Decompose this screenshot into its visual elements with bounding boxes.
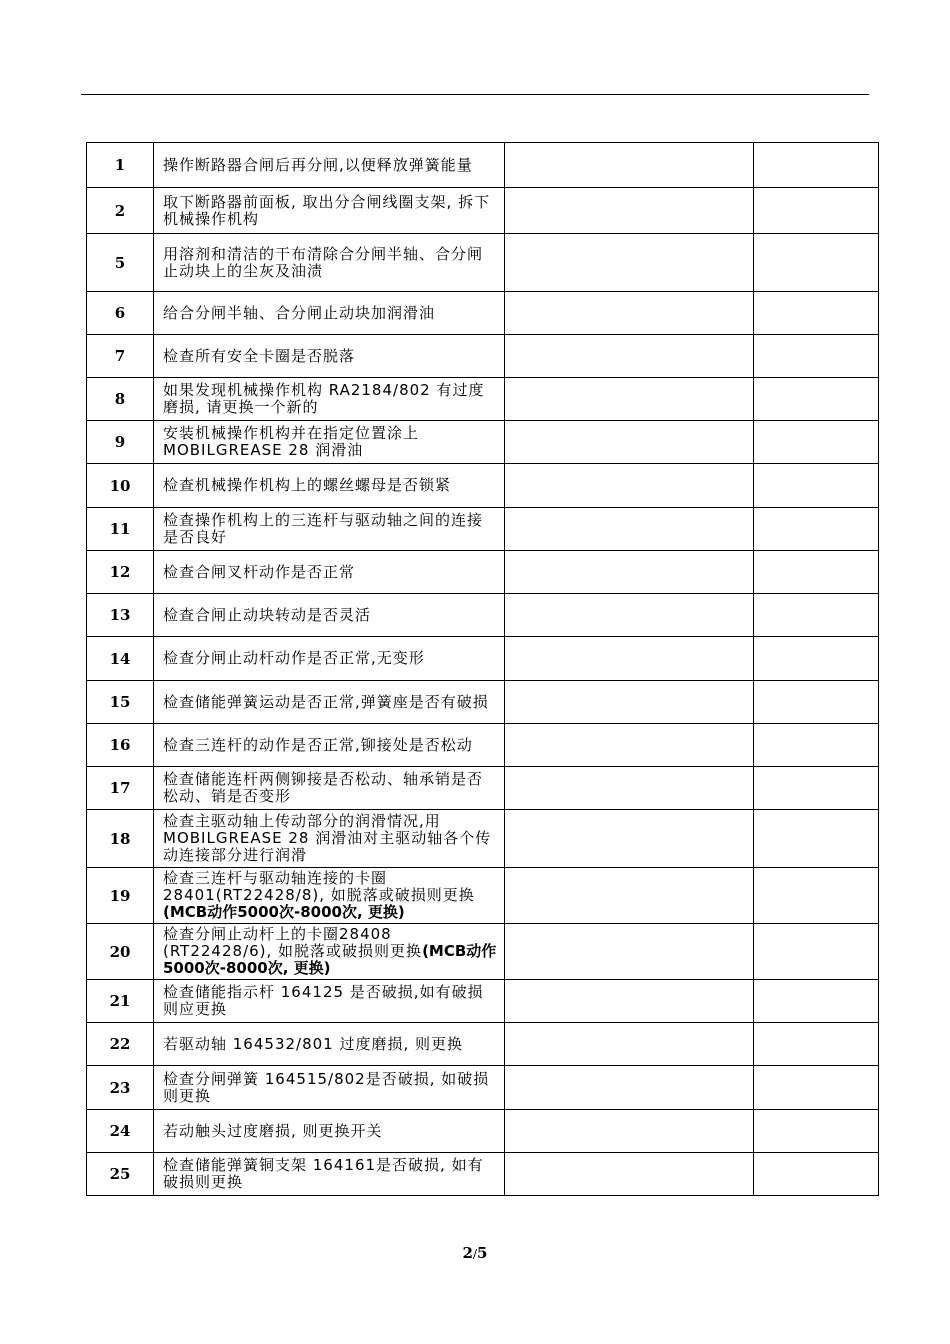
step-text: 如果发现机械操作机构 RA2184/802 有过度磨损, 请更换一个新的 xyxy=(163,381,485,416)
step-description xyxy=(154,292,505,335)
remark-cell xyxy=(754,508,879,551)
current-page: 2 xyxy=(462,1244,473,1262)
step-text: 检查储能弹簧铜支架 164161是否破损, 如有破损则更换 xyxy=(163,1156,484,1191)
step-number: 25 xyxy=(87,1153,154,1196)
remark-cell xyxy=(754,810,879,868)
step-text: 用溶剂和清洁的干布清除合分闸半轴、合分闸止动块上的尘灰及油渍 xyxy=(163,244,484,280)
step-text: 检查操作机构上的三连杆与驱动轴之间的连接是否良好 xyxy=(163,511,484,546)
remark-cell xyxy=(754,924,879,980)
table-row xyxy=(87,335,879,378)
table-row xyxy=(87,234,879,292)
remark-cell xyxy=(754,292,879,335)
result-cell xyxy=(505,980,754,1023)
step-number: 1 xyxy=(87,143,154,188)
step-number: 22 xyxy=(87,1023,154,1066)
table-row xyxy=(87,594,879,637)
header-rule xyxy=(81,94,869,95)
result-cell xyxy=(505,234,754,292)
remark-cell xyxy=(754,1066,879,1110)
replacement-note: (MCB动作5000次-8000次, 更换) xyxy=(163,903,405,921)
step-description xyxy=(154,980,505,1023)
step-number: 16 xyxy=(87,724,154,767)
step-text: 若驱动轴 164532/801 过度磨损, 则更换 xyxy=(163,1034,464,1053)
step-text: 检查三连杆与驱动轴连接的卡圈 28401(RT22428/8), 如脱落或破损则更换 xyxy=(163,869,475,904)
step-text: 检查分闸止动杆动作是否正常,无变形 xyxy=(163,649,425,667)
remark-cell xyxy=(754,724,879,767)
step-description xyxy=(154,681,505,724)
step-text: 检查储能指示杆 164125 是否破损,如有破损则应更换 xyxy=(163,983,484,1018)
table-row xyxy=(87,724,879,767)
table-row xyxy=(87,810,879,868)
step-text: 检查合闸叉杆动作是否正常 xyxy=(163,562,356,581)
result-cell xyxy=(505,508,754,551)
remark-cell xyxy=(754,594,879,637)
step-description xyxy=(154,637,505,681)
step-number: 18 xyxy=(87,810,154,868)
step-text: 检查合闸止动块转动是否灵活 xyxy=(163,605,372,624)
result-cell xyxy=(505,551,754,594)
step-description xyxy=(154,810,505,868)
step-text: 安装机械操作机构并在指定位置涂上 MOBILGREASE 28 润滑油 xyxy=(163,424,420,459)
remark-cell xyxy=(754,143,879,188)
table-row xyxy=(87,188,879,234)
result-cell xyxy=(505,810,754,868)
step-description xyxy=(154,234,505,292)
result-cell xyxy=(505,724,754,767)
result-cell xyxy=(505,868,754,924)
table-row xyxy=(87,1023,879,1066)
result-cell xyxy=(505,594,754,637)
result-cell xyxy=(505,1153,754,1196)
replacement-note: (MCB动作5000次-8000次, 更换) xyxy=(163,942,497,977)
table-row xyxy=(87,681,879,724)
step-description xyxy=(154,335,505,378)
step-number: 21 xyxy=(87,980,154,1023)
remark-cell xyxy=(754,234,879,292)
step-number: 6 xyxy=(87,292,154,335)
result-cell xyxy=(505,767,754,810)
step-number: 13 xyxy=(87,594,154,637)
result-cell xyxy=(505,378,754,421)
remark-cell xyxy=(754,767,879,810)
page-separator: / xyxy=(472,1247,478,1261)
remark-cell xyxy=(754,637,879,681)
step-number: 7 xyxy=(87,335,154,378)
step-number: 20 xyxy=(87,924,154,980)
step-text: 检查分闸止动杆上的卡圈28408 (RT22428/6), 如脱落或破损则更换 xyxy=(163,925,423,960)
result-cell xyxy=(505,637,754,681)
result-cell xyxy=(505,188,754,234)
step-number: 19 xyxy=(87,868,154,924)
step-number: 9 xyxy=(87,421,154,464)
remark-cell xyxy=(754,378,879,421)
step-number: 12 xyxy=(87,551,154,594)
step-description xyxy=(154,551,505,594)
table-row xyxy=(87,421,879,464)
result-cell xyxy=(505,421,754,464)
step-description xyxy=(154,1110,505,1153)
step-number: 11 xyxy=(87,508,154,551)
step-text: 给合分闸半轴、合分闸止动块加润滑油 xyxy=(163,303,436,322)
step-description xyxy=(154,1153,505,1196)
step-text: 检查主驱动轴上传动部分的润滑情况,用 MOBILGREASE 28 润滑油对主驱动轴各个传动连接部分进行润滑 xyxy=(163,812,492,864)
step-text: 检查三连杆的动作是否正常,铆接处是否松动 xyxy=(163,735,473,754)
step-number: 10 xyxy=(87,464,154,508)
step-number: 23 xyxy=(87,1066,154,1110)
table-row xyxy=(87,464,879,508)
result-cell xyxy=(505,1066,754,1110)
result-cell xyxy=(505,1023,754,1066)
step-description xyxy=(154,188,505,234)
remark-cell xyxy=(754,188,879,234)
remark-cell xyxy=(754,335,879,378)
result-cell xyxy=(505,681,754,724)
step-description xyxy=(154,378,505,421)
total-pages: 5 xyxy=(477,1244,488,1262)
step-text: 取下断路器前面板, 取出分合闸线圈支架, 拆下机械操作机构 xyxy=(163,192,491,228)
step-text: 检查储能弹簧运动是否正常,弹簧座是否有破损 xyxy=(163,692,489,711)
step-description xyxy=(154,143,505,188)
table-row xyxy=(87,767,879,810)
step-text: 检查储能连杆两侧铆接是否松动、轴承销是否松动、销是否变形 xyxy=(163,770,484,805)
remark-cell xyxy=(754,421,879,464)
step-description xyxy=(154,924,505,980)
result-cell xyxy=(505,1110,754,1153)
step-description xyxy=(154,868,505,924)
step-number: 24 xyxy=(87,1110,154,1153)
remark-cell xyxy=(754,681,879,724)
step-number: 17 xyxy=(87,767,154,810)
table-row xyxy=(87,292,879,335)
step-description xyxy=(154,508,505,551)
page-number xyxy=(0,1244,950,1262)
table-row xyxy=(87,637,879,681)
step-number: 14 xyxy=(87,637,154,681)
remark-cell xyxy=(754,980,879,1023)
result-cell xyxy=(505,143,754,188)
step-text: 若动触头过度磨损, 则更换开关 xyxy=(163,1121,383,1140)
table-row xyxy=(87,378,879,421)
step-text: 操作断路器合闸后再分闸,以便释放弹簧能量 xyxy=(163,155,473,174)
step-text: 检查分闸弹簧 164515/802是否破损, 如破损则更换 xyxy=(163,1069,490,1105)
table-row xyxy=(87,1066,879,1110)
table-row xyxy=(87,924,879,980)
maintenance-table xyxy=(86,142,879,1196)
remark-cell xyxy=(754,1153,879,1196)
step-description xyxy=(154,1066,505,1110)
step-description xyxy=(154,767,505,810)
remark-cell xyxy=(754,464,879,508)
step-number: 15 xyxy=(87,681,154,724)
table-row xyxy=(87,508,879,551)
remark-cell xyxy=(754,1110,879,1153)
table-body xyxy=(87,143,879,1196)
step-number: 2 xyxy=(87,188,154,234)
step-description xyxy=(154,1023,505,1066)
remark-cell xyxy=(754,1023,879,1066)
table-row xyxy=(87,868,879,924)
remark-cell xyxy=(754,551,879,594)
step-number: 8 xyxy=(87,378,154,421)
table-row xyxy=(87,143,879,188)
step-description xyxy=(154,421,505,464)
remark-cell xyxy=(754,868,879,924)
step-description xyxy=(154,464,505,508)
result-cell xyxy=(505,464,754,508)
step-description xyxy=(154,724,505,767)
result-cell xyxy=(505,924,754,980)
result-cell xyxy=(505,335,754,378)
table-row xyxy=(87,1110,879,1153)
table-row xyxy=(87,980,879,1023)
table-row xyxy=(87,1153,879,1196)
step-text: 检查机械操作机构上的螺丝螺母是否锁紧 xyxy=(163,476,452,494)
step-text: 检查所有安全卡圈是否脱落 xyxy=(163,346,356,365)
step-number: 5 xyxy=(87,234,154,292)
result-cell xyxy=(505,292,754,335)
table-row xyxy=(87,551,879,594)
step-description xyxy=(154,594,505,637)
